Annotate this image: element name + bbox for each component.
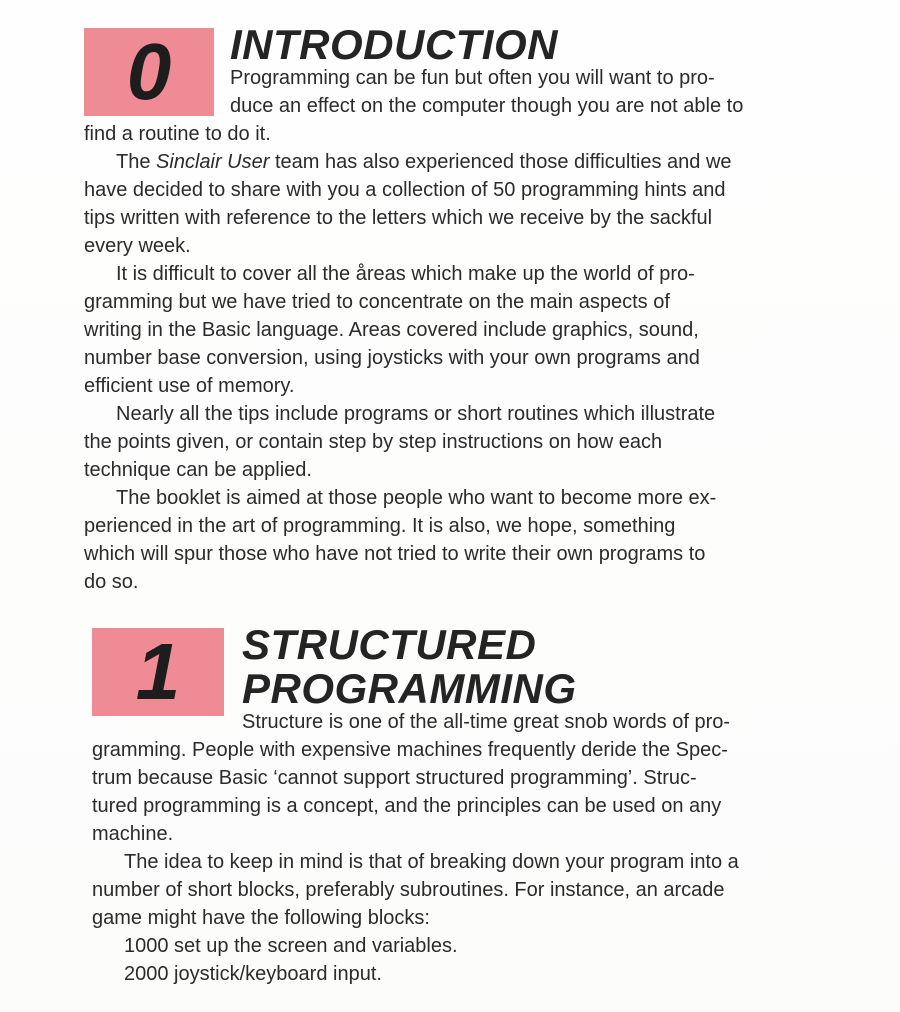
text-line: efficient use of memory.: [84, 375, 295, 397]
text-line: tured programming is a concept, and the principles can be used on any: [92, 795, 722, 817]
text-line: duce an effect on the computer though you are not able to: [230, 95, 744, 117]
text-line: find a routine to do it.: [84, 123, 271, 145]
text-line: machine.: [92, 823, 174, 845]
list-item: 1000 set up the screen and variables.: [124, 935, 458, 957]
text-line: gramming. People with expensive machines frequently deride the Spec-: [92, 739, 728, 761]
text-line: technique can be applied.: [84, 459, 312, 481]
text-line: number of short blocks, preferably subroutines. For instance, an arcade: [92, 879, 725, 901]
text-line: which will spur those who have not tried to write their own programs to: [84, 543, 706, 565]
text-line: tips written with reference to the letters which we receive by the sackful: [84, 207, 713, 229]
text-line: Structure is one of the all-time great snob words of pro-: [242, 711, 731, 733]
section-heading-line-2: PROGRAMMING: [242, 665, 577, 712]
text-line: have decided to share with you a collection of 50 programming hints and: [84, 179, 726, 201]
text-line: [116, 148, 732, 176]
text-span: The: [116, 151, 157, 173]
text-line: the points given, or contain step by step instructions on how each: [84, 431, 663, 453]
section-heading-line-1: STRUCTURED: [242, 621, 537, 668]
section-number: 0: [126, 27, 172, 116]
text-line: game might have the following blocks:: [92, 907, 430, 929]
text-line: perienced in the art of programming. It is also, we hope, something: [84, 515, 676, 537]
text-line: The booklet is aimed at those people who want to become more ex-: [116, 487, 717, 509]
section-number-box: [84, 28, 214, 116]
publication-name: Sinclair User: [156, 151, 270, 173]
text-line: every week.: [84, 235, 191, 257]
text-line: trum because Basic ‘cannot support structured programming’. Struc-: [92, 767, 697, 789]
section-number: 1: [135, 627, 181, 716]
text-line: Nearly all the tips include programs or short routines which illustrate: [116, 403, 716, 425]
text-line: Programming can be fun but often you will want to pro-: [230, 67, 715, 89]
section-heading: INTRODUCTION: [230, 21, 558, 68]
text-line: writing in the Basic language. Areas covered include graphics, sound,: [84, 319, 699, 341]
list-item: 2000 joystick/keyboard input.: [124, 963, 382, 985]
text-line: gramming but we have tried to concentrate on the main aspects of: [84, 291, 670, 313]
section-number-box: [92, 628, 224, 716]
text-line: do so.: [84, 571, 139, 593]
text-span: team has also experienced those difficulties and we: [269, 151, 732, 173]
text-line: The idea to keep in mind is that of breaking down your program into a: [124, 851, 739, 873]
text-line: number base conversion, using joysticks with your own programs and: [84, 347, 700, 369]
text-line: It is difficult to cover all the åreas which make up the world of pro-: [116, 263, 695, 285]
